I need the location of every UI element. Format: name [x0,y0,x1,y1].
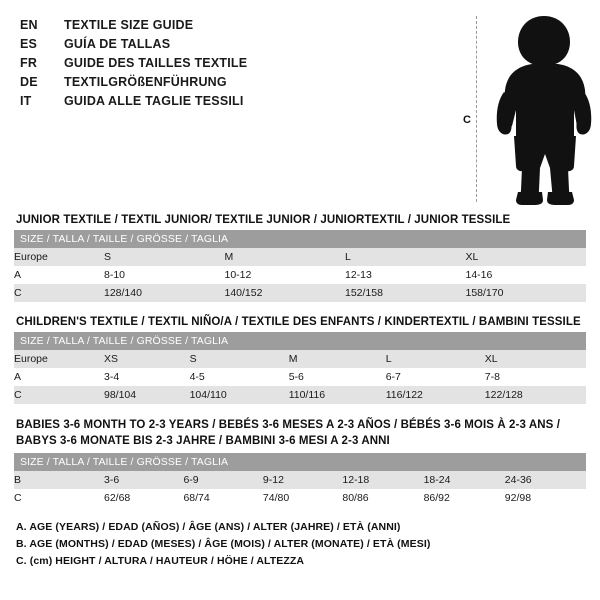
cell: 86/92 [424,489,505,507]
cell: 3-6 [104,471,183,489]
language-code: ES [20,37,38,51]
language-row [20,18,450,32]
junior-size-table [14,230,586,302]
cell: 92/98 [505,489,586,507]
cell: 4-5 [190,368,289,386]
cell: 74/80 [263,489,342,507]
header [14,14,586,214]
row-label: B [14,471,104,489]
language-title: GUÍA DE TALLAS [64,37,171,51]
language-title-list [14,14,450,113]
cell: 98/104 [104,386,190,404]
cell: 10-12 [225,266,346,284]
cell: S [190,350,289,368]
cell: M [289,350,386,368]
table-row [14,471,586,489]
toddler-silhouette-icon [488,14,598,206]
cell: 122/128 [485,386,586,404]
cell: 24-36 [505,471,586,489]
row-label: C [14,386,104,404]
cell: 68/74 [183,489,262,507]
cell: 12-18 [342,471,423,489]
footnote-a: A. AGE (YEARS) / EDAD (AÑOS) / ÂGE (ANS) / ALTER (JAHRE) / ETÀ (ANNI) [16,521,401,534]
cell: 104/110 [190,386,289,404]
section-babies-textile [14,418,586,507]
cell: 8-10 [104,266,225,284]
table-header-row [14,453,586,471]
section-title: JUNIOR TEXTILE / TEXTIL JUNIOR/ TEXTILE JUNIOR / JUNIORTEXTIL / JUNIOR TESSILE [16,214,511,226]
cell: S [104,248,225,266]
footnotes [14,521,586,567]
language-row [20,75,450,89]
height-measure-line [476,16,477,202]
table-row [14,266,586,284]
cell: 116/122 [386,386,485,404]
section-junior-textile [14,214,586,302]
language-row [20,37,450,51]
cell: XL [466,248,587,266]
row-label: A [14,266,104,284]
cell: 18-24 [424,471,505,489]
table-header-label: SIZE / TALLA / TAILLE / GRÖSSE / TAGLIA [20,456,229,469]
language-code: FR [20,56,38,70]
section-title: CHILDREN'S TEXTILE / TEXTIL NIÑO/A / TEXTILE DES ENFANTS / KINDERTEXTIL / BAMBINI TESSILE [16,316,581,328]
cell: 12-13 [345,266,466,284]
cell: 5-6 [289,368,386,386]
table-header-row [14,332,586,350]
table-row [14,284,586,302]
cell: 3-4 [104,368,190,386]
measurement-figure [450,14,586,209]
cell: 152/158 [345,284,466,302]
footnote-b: B. AGE (MONTHS) / EDAD (MESES) / ÂGE (MOIS) / ALTER (MONATE) / ETÀ (MESI) [16,538,431,551]
row-label: Europe [14,350,104,368]
cell: 80/86 [342,489,423,507]
section-childrens-textile [14,316,586,404]
table-row [14,489,586,507]
cell: 7-8 [485,368,586,386]
cell: 14-16 [466,266,587,284]
table-row [14,386,586,404]
cell: 9-12 [263,471,342,489]
language-title: GUIDA ALLE TAGLIE TESSILI [64,94,244,108]
footnote-c: C. (cm) HEIGHT / ALTURA / HAUTEUR / HÖHE / ALTEZZA [16,555,305,568]
table-row [14,368,586,386]
language-row [20,56,450,70]
cell: 62/68 [104,489,183,507]
row-label: C [14,489,104,507]
row-label: Europe [14,248,104,266]
cell: 110/116 [289,386,386,404]
table-header-row [14,230,586,248]
table-header-label: SIZE / TALLA / TAILLE / GRÖSSE / TAGLIA [20,233,229,245]
cell: 6-9 [183,471,262,489]
measure-label-c: C [463,114,471,126]
cell: 128/140 [104,284,225,302]
cell: L [345,248,466,266]
cell: XL [485,350,586,368]
childrens-size-table [14,332,586,404]
language-title: TEXTILGRÖßENFÜHRUNG [64,75,227,89]
section-title: BABIES 3-6 MONTH TO 2-3 YEARS / BEBÉS 3-6 MESES A 2-3 AÑOS / BÉBÉS 3-6 MOIS À 2-3 ANS / BABYS 3-6 MONATE BIS 2-3 JAHRE / BAMBINI 3-6 MESI A 2-3 ANNI [16,419,560,447]
cell: L [386,350,485,368]
language-title: TEXTILE SIZE GUIDE [64,18,194,32]
table-header-label: SIZE / TALLA / TAILLE / GRÖSSE / TAGLIA [20,335,229,347]
table-row [14,248,586,266]
language-code: EN [20,18,38,32]
table-row [14,350,586,368]
cell: 6-7 [386,368,485,386]
babies-size-table [14,453,586,507]
row-label: A [14,368,104,386]
language-code: DE [20,75,38,89]
language-title: GUIDE DES TAILLES TEXTILE [64,56,248,70]
language-row [20,94,450,108]
language-code: IT [20,94,32,108]
cell: XS [104,350,190,368]
cell: 140/152 [225,284,346,302]
cell: 158/170 [466,284,587,302]
cell: M [225,248,346,266]
row-label: C [14,284,104,302]
